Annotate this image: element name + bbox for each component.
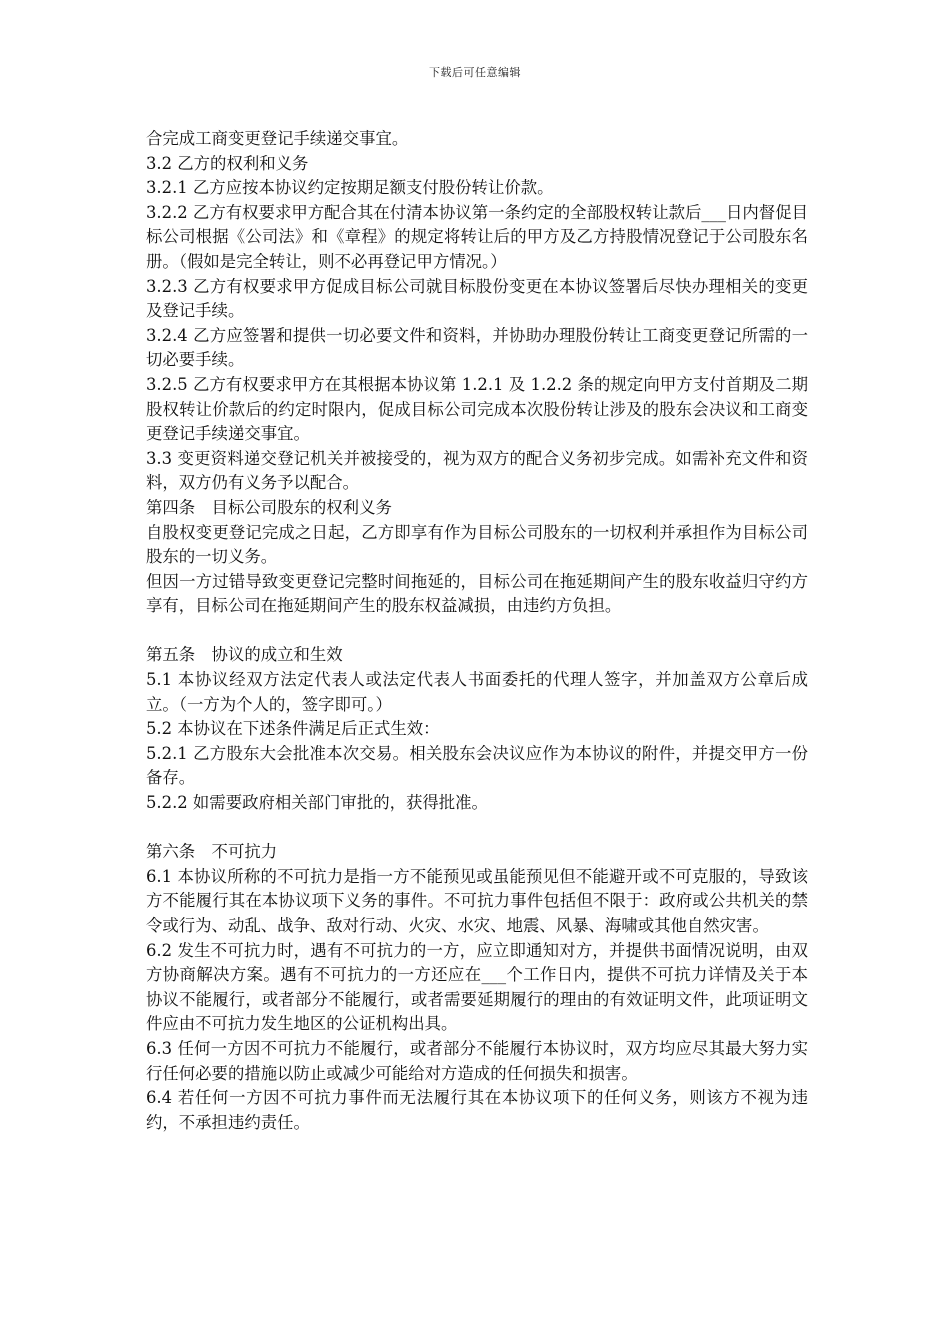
paragraph: 自股权变更登记完成之日起，乙方即享有作为目标公司股东的一切权利并承担作为目标公司股东的一切义务。 — [146, 522, 808, 567]
paragraph: 3.2.4 乙方应签署和提供一切必要文件和资料，并协助办理股份转让工商变更登记所需的一切必要手续。 — [146, 325, 808, 370]
paragraph: 5.2.2 如需要政府相关部门审批的，获得批准。 — [146, 793, 488, 813]
blank-line — [146, 816, 808, 841]
paragraph: 合完成工商变更登记手续递交事宜。 — [146, 129, 409, 148]
paragraph: 3.2.2 乙方有权要求甲方配合其在付清本协议第一条约定的全部股权转让款后___日内督促目标公司根据《公司法》和《章程》的规定将转让后的甲方及乙方持股情况登记于公司股东名册。（假如是完全转让，则不必再登记甲方情况。） — [146, 202, 808, 271]
document-body — [146, 127, 808, 1135]
article-heading: 第五条 协议的成立和生效 — [146, 645, 343, 665]
blank-line — [146, 619, 808, 644]
paragraph: 5.2 本协议在下述条件满足后正式生效： — [146, 719, 440, 739]
paragraph: 6.2 发生不可抗力时，遇有不可抗力的一方，应立即通知对方，并提供书面情况说明，由双方协商解决方案。遇有不可抗力的一方还应在___个工作日内，提供不可抗力详情及关于本协议不能履行，或者部分不能履行，或者需要延期履行的理由的有效证明文件，此项证明文件应由不可抗力发生地区的公证机构出具。 — [146, 940, 808, 1034]
paragraph: 6.4 若任何一方因不可抗力事件而无法履行其在本协议项下的任何义务，则该方不视为违约，不承担违约责任。 — [146, 1088, 808, 1132]
paragraph: 3.2.1 乙方应按本协议约定按期足额支付股份转让价款。 — [146, 178, 554, 198]
article-heading: 第四条 目标公司股东的权利义务 — [146, 497, 392, 517]
article-heading: 第六条 不可抗力 — [146, 842, 278, 862]
paragraph: 5.2.1 乙方股东大会批准本次交易。相关股东会决议应作为本协议的附件，并提交甲方一份备存。 — [146, 743, 808, 788]
paragraph: 6.1 本协议所称的不可抗力是指一方不能预见或虽能预见但不能避开或不可克服的，导致该方不能履行其在本协议项下义务的事件。不可抗力事件包括但不限于：政府或公共机关的禁令或行为、动乱、战争、敌对行动、火灾、水灾、地震、风暴、海啸或其他自然灾害。 — [146, 866, 808, 935]
paragraph: 但因一方过错导致变更登记完整时间拖延的，目标公司在拖延期间产生的股东收益归守约方享有，目标公司在拖延期间产生的股东权益减损，由违约方负担。 — [146, 571, 808, 616]
paragraph: 3.2.5 乙方有权要求甲方在其根据本协议第 1.2.1 及 1.2.2 条的规定向甲方支付首期及二期股权转让价款后的约定时限内，促成目标公司完成本次股份转让涉及的股东会决议和工商变更登记手续递交事宜。 — [146, 374, 808, 444]
paragraph: 6.3 任何一方因不可抗力不能履行，或者部分不能履行本协议时，双方均应尽其最大努力实行任何必要的措施以防止或减少可能给对方造成的任何损失和损害。 — [146, 1038, 808, 1083]
paragraph: 3.3 变更资料递交登记机关并被接受的，视为双方的配合义务初步完成。如需补充文件和资料，双方仍有义务予以配合。 — [146, 448, 808, 493]
section-heading: 3.2 乙方的权利和义务 — [146, 153, 309, 173]
paragraph: 5.1 本协议经双方法定代表人或法定代表人书面委托的代理人签字，并加盖双方公章后成立。（一方为个人的，签字即可。） — [146, 670, 808, 714]
paragraph: 3.2.3 乙方有权要求甲方促成目标公司就目标股份变更在本协议签署后尽快办理相关的变更及登记手续。 — [146, 276, 808, 321]
page-header: 下载后可任意编辑 — [429, 66, 521, 79]
